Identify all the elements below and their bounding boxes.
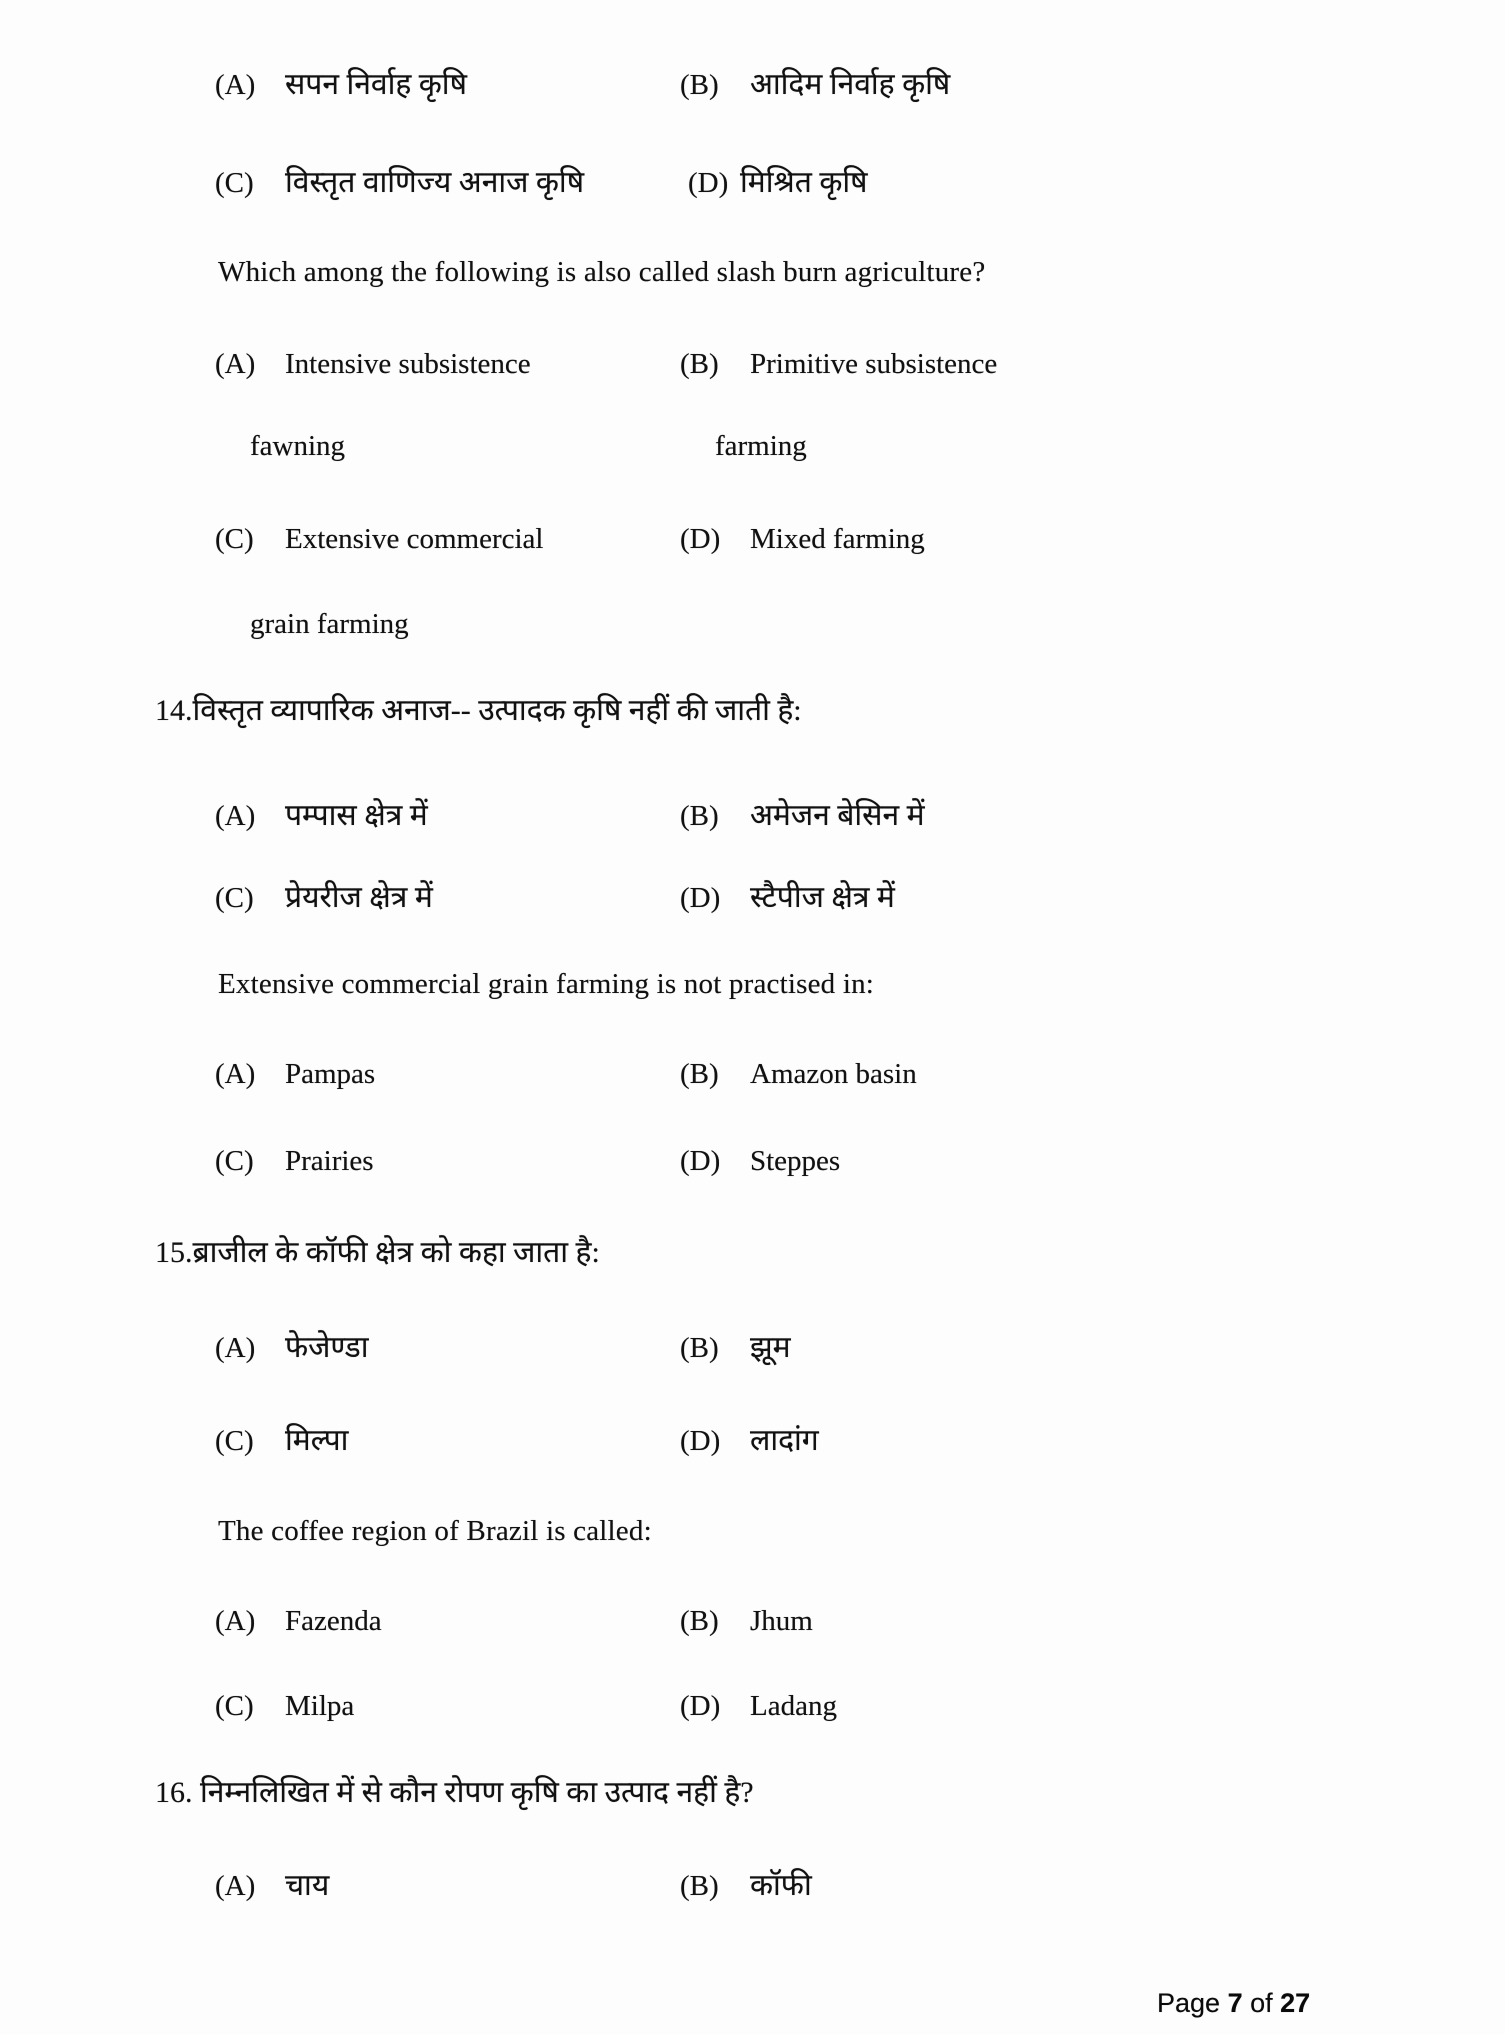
- option-text: Steppes: [750, 1145, 841, 1177]
- q14-english-option-b: [680, 1058, 917, 1091]
- option-label-d: (D): [680, 1425, 721, 1457]
- option-text: मिल्पा: [285, 1424, 349, 1457]
- option-text: अमेजन बेसिन में: [750, 799, 925, 832]
- q13-hindi-option-a: [215, 62, 467, 103]
- q14-hindi-option-d: [680, 875, 895, 916]
- option-label-d: (D): [688, 167, 729, 199]
- footer-prefix: Page: [1157, 1988, 1228, 2018]
- option-label-b: (B): [680, 1058, 719, 1090]
- q14-english-options-row-cd: [0, 1145, 1505, 1187]
- option-label-a: (A): [215, 1058, 256, 1090]
- question-text: The coffee region of Brazil is called:: [218, 1515, 652, 1547]
- option-label-a: (A): [215, 1605, 256, 1637]
- option-label-a: (A): [215, 1332, 256, 1364]
- q13-english-option-c-continuation-row: [0, 608, 1505, 650]
- option-label-d: (D): [680, 882, 721, 914]
- option-text: मिश्रित कृषि: [740, 166, 868, 199]
- q13-english-option-a: [215, 348, 531, 381]
- q14-english-options-row-ab: [0, 1058, 1505, 1100]
- q15-hindi-option-d: [680, 1418, 819, 1459]
- option-text: Ladang: [750, 1690, 837, 1722]
- option-label-c: (C): [215, 1145, 254, 1177]
- option-text: Fazenda: [285, 1605, 382, 1637]
- option-label-b: (B): [680, 1870, 719, 1902]
- q16-hindi-question-row: [0, 1770, 1505, 1812]
- option-text: चाय: [285, 1869, 330, 1902]
- q13-english-option-d: [680, 523, 925, 556]
- option-label-a: (A): [215, 1870, 256, 1902]
- q13-hindi-option-c: [215, 160, 584, 201]
- question-text: 14.विस्तृत व्यापारिक अनाज-- उत्पादक कृषि नहीं की जाती है:: [155, 694, 802, 727]
- q15-english-question-row: [0, 1515, 1505, 1557]
- option-text: Prairies: [285, 1145, 374, 1177]
- q15-hindi-options-row-cd: [0, 1418, 1505, 1460]
- option-text: प्रेयरीज क्षेत्र में: [285, 881, 433, 914]
- option-label-b: (B): [680, 800, 719, 832]
- q15-hindi-options-row-ab: [0, 1325, 1505, 1367]
- q13-english-options-row-ab: [0, 348, 1505, 390]
- q14-hindi-option-b: [680, 793, 925, 834]
- option-label-c: (C): [215, 1425, 254, 1457]
- option-label-a: (A): [215, 800, 256, 832]
- option-label-b: (B): [680, 1332, 719, 1364]
- q13-english-question-row: [0, 256, 1505, 298]
- option-text: स्टैपीज क्षेत्र में: [750, 881, 895, 914]
- q14-hindi-option-a: [215, 793, 428, 834]
- q15-hindi-option-b: [680, 1325, 791, 1366]
- q15-english-option-d: [680, 1690, 837, 1723]
- option-text: Intensive subsistence: [285, 348, 531, 380]
- q14-hindi-question-row: [0, 688, 1505, 730]
- option-text: Mixed farming: [750, 523, 925, 555]
- q16-hindi-option-a: [215, 1863, 329, 1904]
- option-text: कॉफी: [750, 1869, 812, 1902]
- option-label-b: (B): [680, 348, 719, 380]
- q15-hindi-option-c: [215, 1418, 348, 1459]
- q13-hindi-option-b: [680, 62, 950, 103]
- option-text: लादांग: [750, 1424, 819, 1457]
- option-text: Extensive commercial: [285, 523, 544, 555]
- q14-english-option-c: [215, 1145, 374, 1178]
- q15-english-options-row-ab: [0, 1605, 1505, 1647]
- q14-hindi-options-row-cd: [0, 875, 1505, 917]
- q14-english-question-row: [0, 968, 1505, 1010]
- question-text: 16. निम्नलिखित में से कौन रोपण कृषि का उत्पाद नहीं है?: [155, 1776, 754, 1809]
- option-text: पम्पास क्षेत्र में: [285, 799, 428, 832]
- q16-hindi-options-row-ab: [0, 1863, 1505, 1905]
- q15-english-option-a: [215, 1605, 382, 1638]
- option-label-d: (D): [680, 1145, 721, 1177]
- option-text: सपन निर्वाह कृषि: [285, 68, 467, 101]
- option-text: Amazon basin: [750, 1058, 917, 1090]
- option-text: झूम: [750, 1331, 791, 1364]
- option-label-c: (C): [215, 167, 254, 199]
- option-text: आदिम निर्वाह कृषि: [750, 68, 951, 101]
- question-text: 15.ब्राजील के कॉफी क्षेत्र को कहा जाता है:: [155, 1236, 600, 1269]
- question-text: Which among the following is also called slash burn agriculture?: [218, 256, 986, 288]
- option-b-continuation: farming: [715, 430, 807, 462]
- option-label-a: (A): [215, 348, 256, 380]
- q14-english-option-d: [680, 1145, 840, 1178]
- option-label-c: (C): [215, 882, 254, 914]
- q13-english-option-b: [680, 348, 997, 381]
- q15-hindi-option-a: [215, 1325, 368, 1366]
- q15-english-option-c: [215, 1690, 354, 1723]
- q13-english-option-c: [215, 523, 543, 556]
- option-a-continuation: fawning: [250, 430, 346, 462]
- option-label-b: (B): [680, 1605, 719, 1637]
- option-text: फेजेण्डा: [285, 1331, 369, 1364]
- q16-hindi-option-b: [680, 1863, 812, 1904]
- option-label-a: (A): [215, 69, 256, 101]
- option-text: Primitive subsistence: [750, 348, 998, 380]
- q14-hindi-option-c: [215, 875, 433, 916]
- q15-english-options-row-cd: [0, 1690, 1505, 1732]
- option-c-continuation: grain farming: [250, 608, 409, 640]
- q14-hindi-options-row-ab: [0, 793, 1505, 835]
- q13-hindi-option-d: [688, 160, 867, 201]
- option-text: Milpa: [285, 1690, 355, 1722]
- q13-hindi-options-row-cd: [0, 160, 1505, 202]
- q13-english-options-row-cd: [0, 523, 1505, 565]
- option-text: विस्तृत वाणिज्य अनाज कृषि: [285, 166, 585, 199]
- question-text: Extensive commercial grain farming is not practised in:: [218, 968, 875, 1000]
- option-text: Jhum: [750, 1605, 813, 1637]
- option-label-b: (B): [680, 69, 719, 101]
- option-text: Pampas: [285, 1058, 376, 1090]
- page-number-footer: [1157, 1988, 1310, 2019]
- option-label-c: (C): [215, 1690, 254, 1722]
- footer-total-pages: 27: [1280, 1988, 1311, 2018]
- q13-english-options-continuation-row: [0, 430, 1505, 472]
- q15-hindi-question-row: [0, 1230, 1505, 1272]
- footer-of: of: [1242, 1988, 1281, 2018]
- option-label-d: (D): [680, 1690, 721, 1722]
- q13-hindi-options-row-ab: [0, 62, 1505, 104]
- option-label-d: (D): [680, 523, 721, 555]
- option-label-c: (C): [215, 523, 254, 555]
- q14-english-option-a: [215, 1058, 375, 1091]
- footer-current-page: 7: [1227, 1988, 1243, 2018]
- q15-english-option-b: [680, 1605, 813, 1638]
